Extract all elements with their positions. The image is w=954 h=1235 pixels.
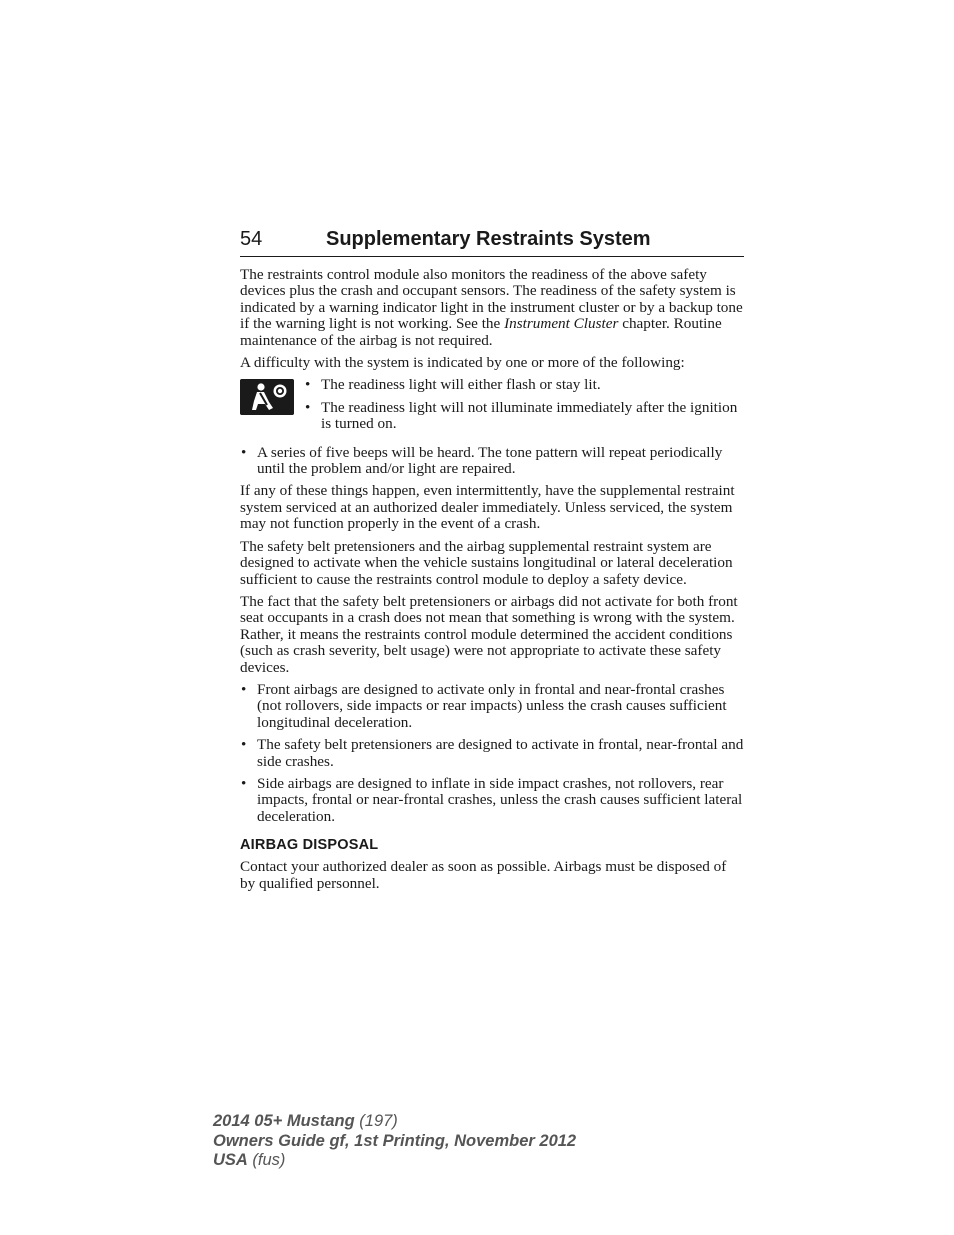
bullet-list-indicators: [304, 377, 744, 438]
page-header: [240, 228, 744, 257]
list-item: • A series of five beeps will be heard. The tone pattern will repeat periodically until the problem and/or light are repaired.: [240, 445, 744, 478]
warning-icon-block: [240, 377, 744, 444]
cross-reference: Instrument Cluster: [504, 315, 619, 333]
page-footer: [213, 1112, 576, 1171]
list-item: • Side airbags are designed to inflate in side impact crashes, not rollovers, rear impacts, frontal or near-frontal crashes, unless the crash causes sufficient lateral deceleration.: [240, 776, 744, 825]
section-heading-airbag-disposal: AIRBAG DISPOSAL: [240, 837, 379, 854]
footer-line-model: 2014 05+ Mustang (197): [213, 1112, 398, 1130]
airbag-warning-icon: [240, 379, 294, 415]
page-title: Supplementary Restraints System: [326, 228, 651, 250]
list-item: • The safety belt pretensioners are designed to activate in frontal, near-frontal and side crashes.: [240, 737, 744, 770]
paragraph-readiness: The restraints control module also monitors the readiness of the above safety devices plus the crash and occupant sensors. The readiness of the safety system is indicated by a warning indicator light in the instrument cluster or by a backup tone if the warning light is not working. See the Instrument Cluster chapter. Routine maintenance of the airbag is not required.: [240, 266, 743, 349]
manual-page: [240, 228, 744, 898]
footer-line-guide: Owners Guide gf, 1st Printing, November 2012: [213, 1131, 577, 1150]
paragraph-non-activation: The fact that the safety belt pretensioners or airbags did not activate for both front seat occupants in a crash does not mean that something is wrong with the system. Rather, it means the restraints control module determined the accident conditions (such as crash severity, belt usage) were not appropriate to activate these safety devices.: [240, 592, 738, 676]
list-item: • The readiness light will not illuminate immediately after the ignition is turned on.: [304, 400, 744, 433]
footer-line-region: USA (fus): [213, 1151, 286, 1169]
bullet-list-beeps: [240, 445, 744, 478]
list-item: • Front airbags are designed to activate only in frontal and near-frontal crashes (not rollovers, side impacts or rear impacts) unless the crash causes sufficient longitudinal deceleration.: [240, 682, 744, 731]
page-number: 54: [240, 228, 263, 250]
paragraph-activation: The safety belt pretensioners and the airbag supplemental restraint system are designed to activate when the vehicle sustains longitudinal or lateral deceleration sufficient to cause the restraints control module to deploy a safety device.: [240, 537, 733, 588]
list-item: • The readiness light will either flash or stay lit.: [304, 377, 744, 393]
bullet-list-airbag-types: [240, 682, 744, 825]
paragraph-service: If any of these things happen, even intermittently, have the supplemental restraint system serviced at an authorized dealer immediately. Unless serviced, the system may not function properly in the event of a crash.: [240, 482, 735, 533]
paragraph-difficulty: A difficulty with the system is indicated by one or more of the following:: [240, 354, 685, 372]
paragraph-disposal: Contact your authorized dealer as soon as possible. Airbags must be disposed of by qualified personnel.: [240, 858, 727, 892]
